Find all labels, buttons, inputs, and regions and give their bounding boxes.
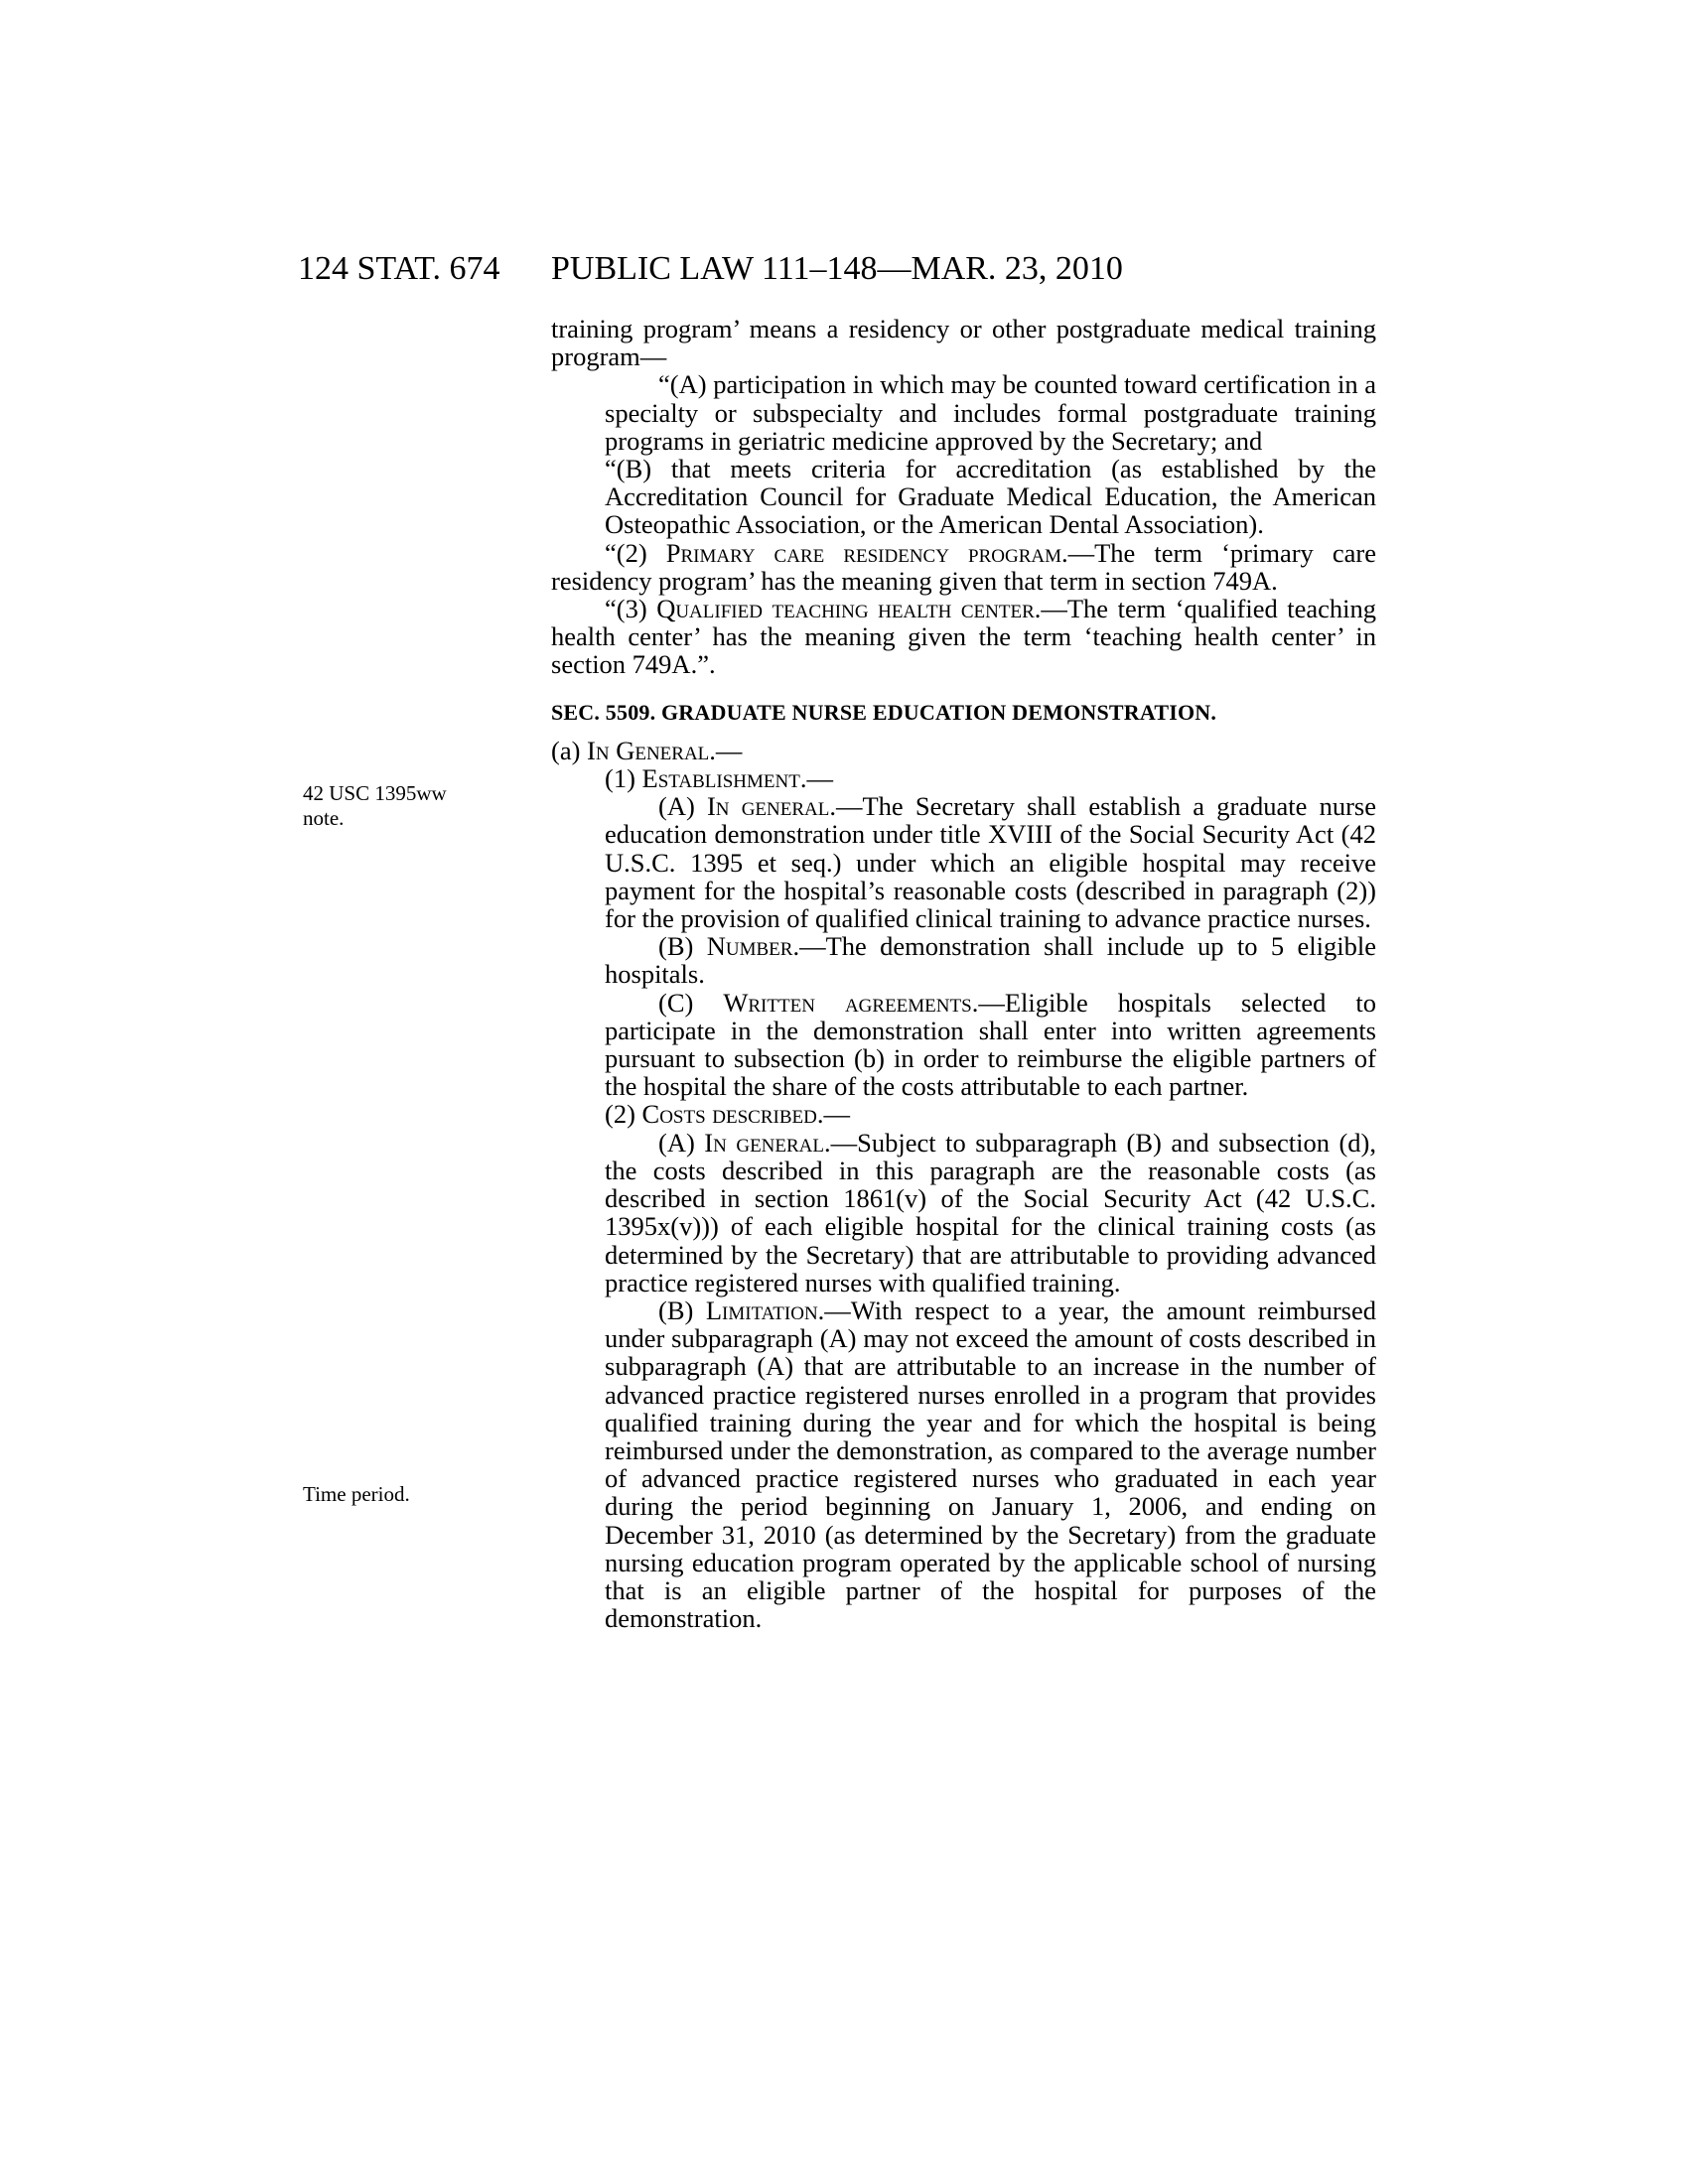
a1-tail: .— [799, 763, 833, 794]
paragraph-a2B [551, 1297, 1376, 1632]
a2B-lead: (B) [658, 1295, 706, 1325]
clause-a-text: “(A) participation in which may be counted toward certification in a specialty or subspecialty and includes formal postgraduate training programs in geriatric medicine approved by the Secretary; and [605, 369, 1376, 456]
a2-heading: Costs described [641, 1099, 817, 1130]
clause-b-text: “(B) that meets criteria for accreditation (as established by the Accreditation Council for Graduate Medical Education, the American Osteopathic Association, or the American Dental Association). [605, 454, 1376, 540]
primary-care-text: .—The term ‘primary care residency program’ has the meaning given that term in section 749A. [551, 537, 1376, 596]
a1A-lead: (A) [658, 791, 707, 822]
paragraph-a1B [551, 932, 1376, 988]
paragraph-a1 [551, 764, 1376, 792]
qualified-teaching-text: .—The term ‘qualified teaching health center’ has the meaning given the term ‘teaching health center’ in section 749A.”. [551, 594, 1376, 680]
paragraph-qualified-teaching [551, 595, 1376, 679]
paragraph-a1A [551, 792, 1376, 932]
a1C-heading: Written agreements [723, 987, 972, 1018]
paragraph-clause-b [551, 455, 1376, 539]
a2A-lead: (A) [658, 1127, 705, 1158]
a1-heading: Establishment [641, 763, 800, 794]
margin-note-time-period: Time period. [303, 1482, 410, 1506]
subsection-a-heading: In General [587, 735, 710, 765]
document-body [551, 315, 1376, 1632]
primary-care-lead: “(2) [605, 537, 666, 568]
section-heading: SEC. 5509. GRADUATE NURSE EDUCATION DEMONSTRATION. [551, 699, 1217, 725]
margin-note-note-line: note. [303, 806, 345, 830]
header-title-text: PUBLIC LAW 111–148—MAR. 23, 2010 [551, 250, 1123, 287]
paragraph-training-program: training program’ means a residency or other postgraduate medical training program— [551, 314, 1376, 372]
a2-lead: (2) [605, 1099, 642, 1130]
stat-page-number: 124 STAT. 674 [298, 250, 500, 287]
a2B-text: .—With respect to a year, the amount reimbursed under subparagraph (A) may not exceed the amount of costs described in subparagraph (A) that are attributable to an increase in the number of advanced practice registered nurses enrolled in a program that provides qualified training during the year and for which the hospital is being reimbursed under the demonstration, as compared to the average number of advanced practice registered nurses who graduated in each year during the period beginning on January 1, 2006, and ending on December 31, 2010 (as determined by the Secretary) from the graduate nursing education program operated by the applicable school of nursing that is an eligible partner of the hospital for purposes of the demonstration. [605, 1295, 1377, 1634]
a2B-heading: Limitation [705, 1295, 818, 1325]
subsection-a [551, 737, 1376, 764]
subsection-a-tail: .— [709, 735, 743, 765]
paragraph-a2A [551, 1129, 1376, 1297]
subsection-a-lead: (a) [551, 735, 588, 765]
a1-lead: (1) [605, 763, 642, 794]
paragraph-clause-a [551, 370, 1376, 455]
paragraph-a2 [551, 1100, 1376, 1128]
a2A-heading: In general [704, 1127, 825, 1158]
margin-note-usc [303, 781, 447, 831]
primary-care-heading: Primary care residency program [665, 537, 1061, 568]
a2A-text: .—Subject to subparagraph (B) and subsection (d), the costs described in this paragraph are the reasonable costs (as described in section 1861(v) of the Social Security Act (42 U.S.C. 1395x(v))) of each eligible hospital for the clinical training costs (as determined by the Secretary) that are attributable to providing advanced practice registered nurses with qualified training. [605, 1127, 1376, 1297]
page-header-title [551, 250, 1376, 288]
a1B-heading: Number [706, 931, 793, 962]
a1C-lead: (C) [658, 987, 724, 1018]
a1A-text: .—The Secretary shall establish a graduate nurse education demonstration under title XVIII of the Social Security Act (42 U.S.C. 1395 et seq.) under which an eligible hospital may receive payment for the hospital’s reasonable costs (described in paragraph (2)) for the provision of qualified clinical training to advance practice nurses. [605, 791, 1376, 934]
paragraph-a1C [551, 989, 1376, 1101]
a1C-text: .—Eligible hospitals selected to participate in the demonstration shall enter into written agreements pursuant to subsection (b) in order to reimburse the eligible partners of the hospital the share of the costs attributable to each partner. [605, 987, 1376, 1102]
a1B-text: .—The demonstration shall include up to 5 eligible hospitals. [605, 931, 1376, 990]
qualified-teaching-lead: “(3) [605, 594, 657, 624]
margin-note-usc-line: 42 USC 1395ww [303, 781, 447, 805]
paragraph-primary-care [551, 539, 1376, 595]
a1B-lead: (B) [658, 931, 707, 962]
qualified-teaching-heading: Qualified teaching health center [656, 594, 1035, 624]
a1A-heading: In general [706, 791, 830, 822]
a2-tail: .— [816, 1099, 850, 1130]
